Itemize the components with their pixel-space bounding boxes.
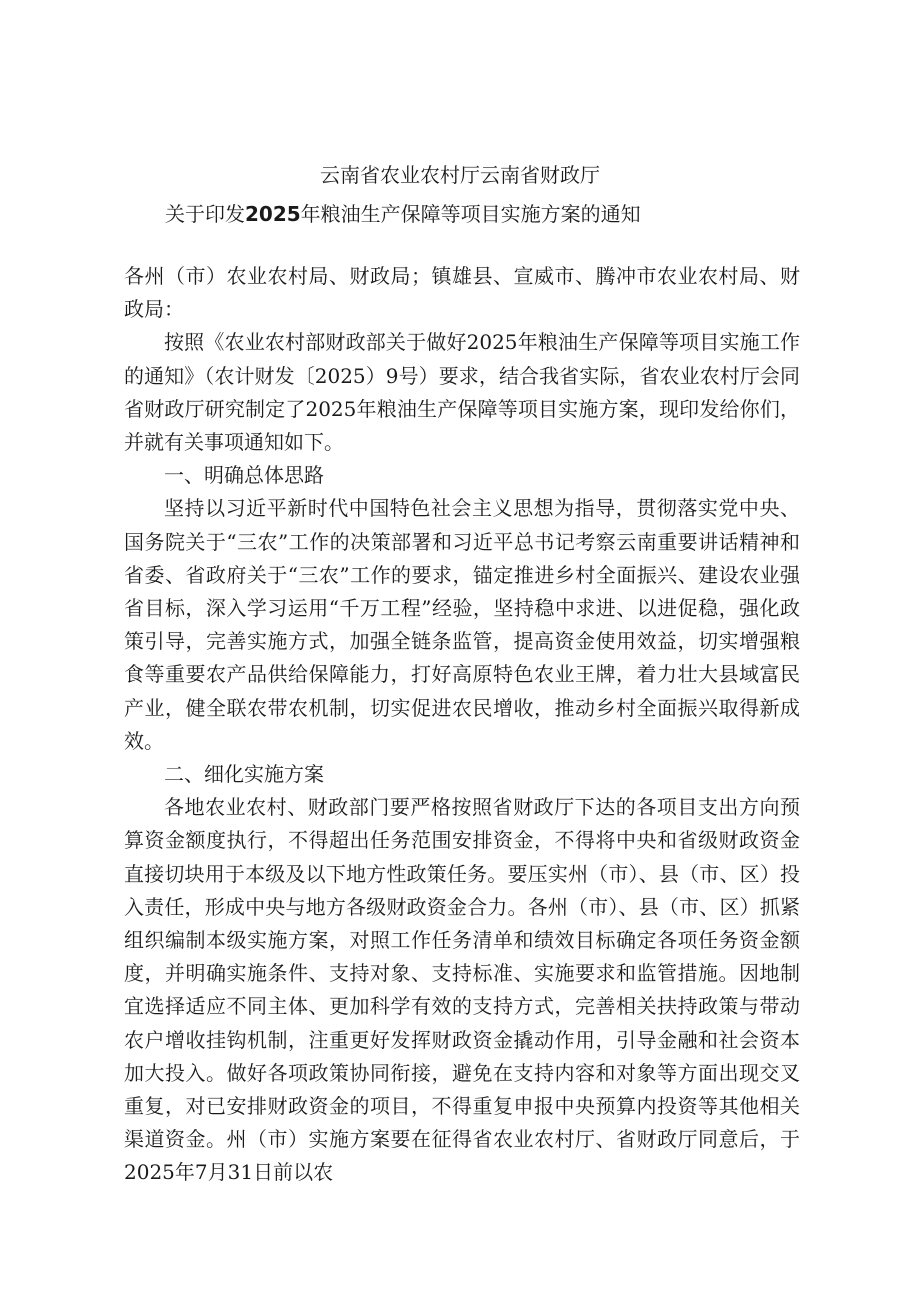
- intro-paragraph: 按照《农业农村部财政部关于做好2025年粮油生产保障等项目实施工作的通知》（农计财发〔2025）9号）要求，结合我省实际，省农业农村厅会同省财政厅研究制定了2025年粮油生产保障等项目实施方案，现印发给你们，并就有关事项通知如下。: [124, 330, 800, 455]
- title-prefix: 关于印发: [165, 202, 245, 226]
- document-title-subject: [165, 199, 641, 229]
- title-suffix: 年粮油生产保障等项目实施方案的通知: [300, 202, 641, 226]
- section-1-paragraph: 坚持以习近平新时代中国特色社会主义思想为指导，贯彻落实党中央、国务院关于“三农”工作的决策部署和习近平总书记考察云南重要讲话精神和省委、省政府关于“三农”工作的要求，锚定推进乡村全面振兴、建设农业强省目标，深入学习运用“千万工程”经验，坚持稳中求进、以进促稳，强化政策引导，完善实施方式，加强全链条监管，提高资金使用效益，切实增强粮食等重要农产品供给保障能力，打好高原特色农业王牌，着力壮大县域富民产业，健全联农带农机制，切实促进农民增收，推动乡村全面振兴取得新成效。: [124, 496, 800, 753]
- addressee: 各州（市）农业农村局、财政局；镇雄县、宣威市、腾冲市农业农村局、财政局：: [124, 264, 800, 322]
- document-title-issuers: 云南省农业农村厅云南省财政厅: [320, 163, 600, 187]
- section-heading-2: 二、细化实施方案: [164, 762, 324, 787]
- title-year: 2025: [245, 202, 301, 226]
- section-2-paragraph: 各地农业农村、财政部门要严格按照省财政厅下达的各项目支出方向预算资金额度执行，不得超出任务范围安排资金，不得将中央和省级财政资金直接切块用于本级及以下地方性政策任务。要压实州（市）、县（市、区）投入责任，形成中央与地方各级财政资金合力。各州（市）、县（市、区）抓紧组织编制本级实施方案，对照工作任务清单和绩效目标确定各项任务资金额度，并明确实施条件、支持对象、支持标准、实施要求和监管措施。因地制宜选择适应不同主体、更加科学有效的支持方式，完善相关扶持政策与带动农户增收挂钩机制，注重更好发挥财政资金撬动作用，引导金融和社会资本加大投入。做好各项政策协同衔接，避免在支持内容和对象等方面出现交叉重复，对已安排财政资金的项目，不得重复申报中央预算内投资等其他相关渠道资金。州（市）实施方案要在征得省农业农村厅、省财政厅同意后，于2025年7月31日前以农: [124, 795, 800, 1185]
- section-heading-1: 一、明确总体思路: [164, 463, 324, 488]
- document-body: [124, 260, 800, 1190]
